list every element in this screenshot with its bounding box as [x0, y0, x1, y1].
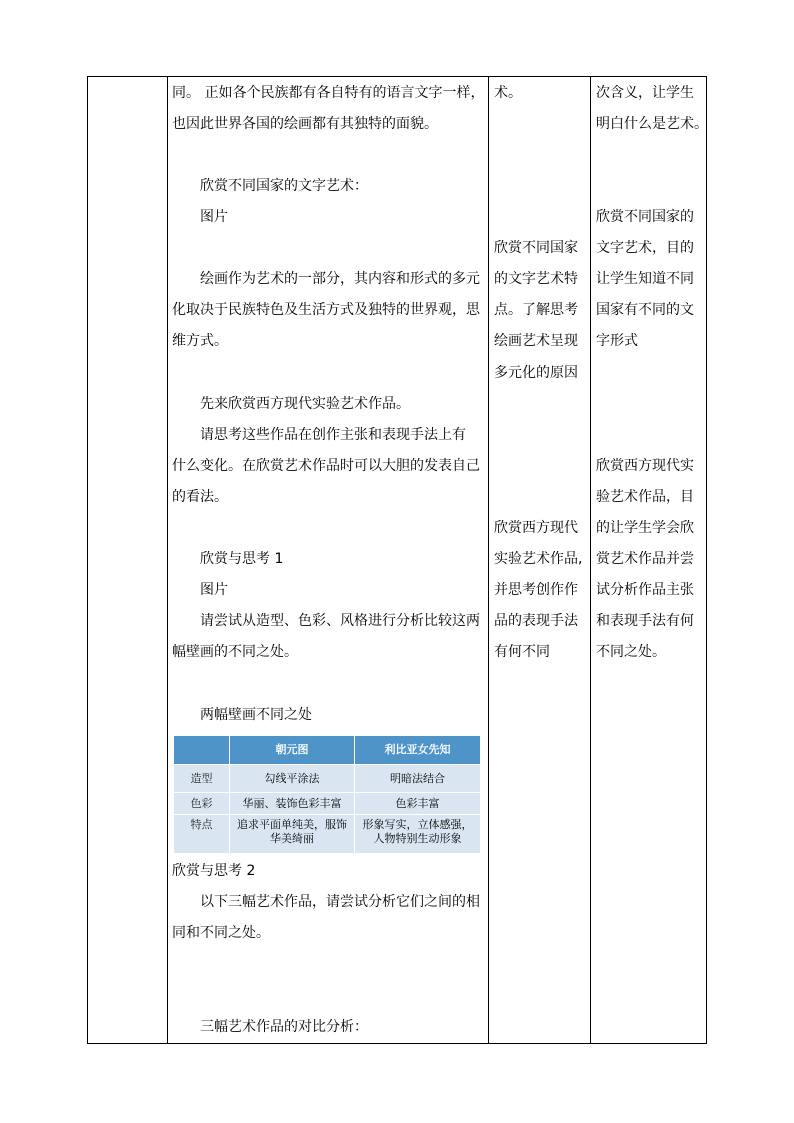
content-text: 同和不同之处。: [172, 925, 270, 941]
content-text: 请尝试从造型、色彩、风格进行分析比较这两: [200, 613, 480, 629]
comparison-row-label: 特点: [190, 818, 213, 831]
section-heading: 欣赏与思考 2: [172, 863, 256, 879]
content-text: 化取决于民族特色及生活方式及独特的世界观，思: [172, 302, 480, 318]
image-placeholder-label: 图片: [200, 209, 228, 225]
intent-text: 赏艺术作品并尝: [596, 551, 694, 567]
activity-text: 有何不同: [494, 644, 550, 660]
comparison-cell: 华美绮丽: [270, 832, 314, 845]
content-text: 什么变化。在欣赏艺术作品时可以大胆的发表自己: [172, 458, 480, 474]
activity-text: 点。了解思考: [494, 302, 578, 318]
content-text: 请思考这些作品在创作主张和表现手法上有: [200, 427, 466, 443]
activity-text: 并思考创作作: [494, 582, 578, 598]
column-divider-2: [488, 76, 489, 1044]
activity-text: 品的表现手法: [494, 613, 578, 629]
activity-text: 多元化的原因: [494, 365, 578, 381]
intent-text: 和表现手法有何: [596, 613, 694, 629]
activity-text: 术。: [494, 85, 522, 101]
section-heading: 两幅壁画不同之处: [200, 707, 312, 723]
section-heading: 欣赏与思考 1: [200, 551, 284, 567]
comparison-row-label: 造型: [190, 772, 213, 785]
comparison-header-col2: 利比亚女先知: [384, 743, 451, 756]
comparison-cell: 人物特别生动形象: [373, 832, 462, 845]
comparison-header-col1: 朝元图: [275, 743, 309, 756]
comparison-cell: 形象写实，立体感强，: [362, 818, 473, 831]
comparison-cell: 勾线平涂法: [264, 772, 320, 785]
intent-text: 明白什么是艺术。: [596, 116, 708, 132]
content-text: 先来欣赏西方现代实验艺术作品。: [200, 396, 410, 412]
intent-text: 文字艺术，目的: [596, 240, 694, 256]
intent-text: 欣赏不同国家的: [596, 209, 694, 225]
content-text: 也因此世界各国的绘画都有其独特的面貌。: [172, 116, 438, 132]
content-text: 幅壁画的不同之处。: [172, 644, 298, 660]
intent-text: 欣赏西方现代实: [596, 458, 694, 474]
activity-text: 欣赏不同国家: [494, 240, 578, 256]
intent-text: 次含义，让学生: [596, 85, 694, 101]
activity-text: 欣赏西方现代: [494, 520, 578, 536]
column-divider-3: [590, 76, 591, 1044]
section-heading: 三幅艺术作品的对比分析：: [200, 1019, 368, 1035]
comparison-cell: 明暗法结合: [390, 772, 445, 785]
comparison-cell: 色彩丰富: [395, 797, 440, 810]
comparison-row-label: 色彩: [190, 797, 213, 810]
comparison-cell: 华丽、装饰色彩丰富: [242, 797, 342, 810]
intent-text: 的让学生学会欣: [596, 520, 694, 536]
column-divider-1: [167, 76, 168, 1044]
content-text: 的看法。: [172, 489, 228, 505]
activity-text: 的文字艺术特: [494, 271, 578, 287]
comparison-cell: 追求平面单纯美，服饰: [237, 818, 347, 831]
section-heading: 欣赏不同国家的文字艺术：: [200, 178, 368, 194]
content-text: 维方式。: [172, 333, 228, 349]
activity-text: 实验艺术作品,: [494, 551, 583, 567]
content-text: 同。 正如各个民族都有各自特有的语言文字一样，: [172, 85, 485, 101]
content-text: 以下三幅艺术作品，请尝试分析它们之间的相: [200, 894, 480, 910]
intent-text: 让学生知道不同: [596, 271, 694, 287]
intent-text: 不同之处。: [596, 644, 666, 660]
intent-text: 字形式: [596, 333, 638, 349]
mural-comparison-table: [174, 736, 480, 853]
intent-text: 国家有不同的文: [596, 302, 694, 318]
intent-text: 试分析作品主张: [596, 582, 694, 598]
activity-text: 绘画艺术呈现: [494, 333, 578, 349]
content-text: 绘画作为艺术的一部分，其内容和形式的多元: [200, 271, 480, 287]
intent-text: 验艺术作品，目: [596, 489, 694, 505]
image-placeholder-label: 图片: [200, 582, 228, 598]
